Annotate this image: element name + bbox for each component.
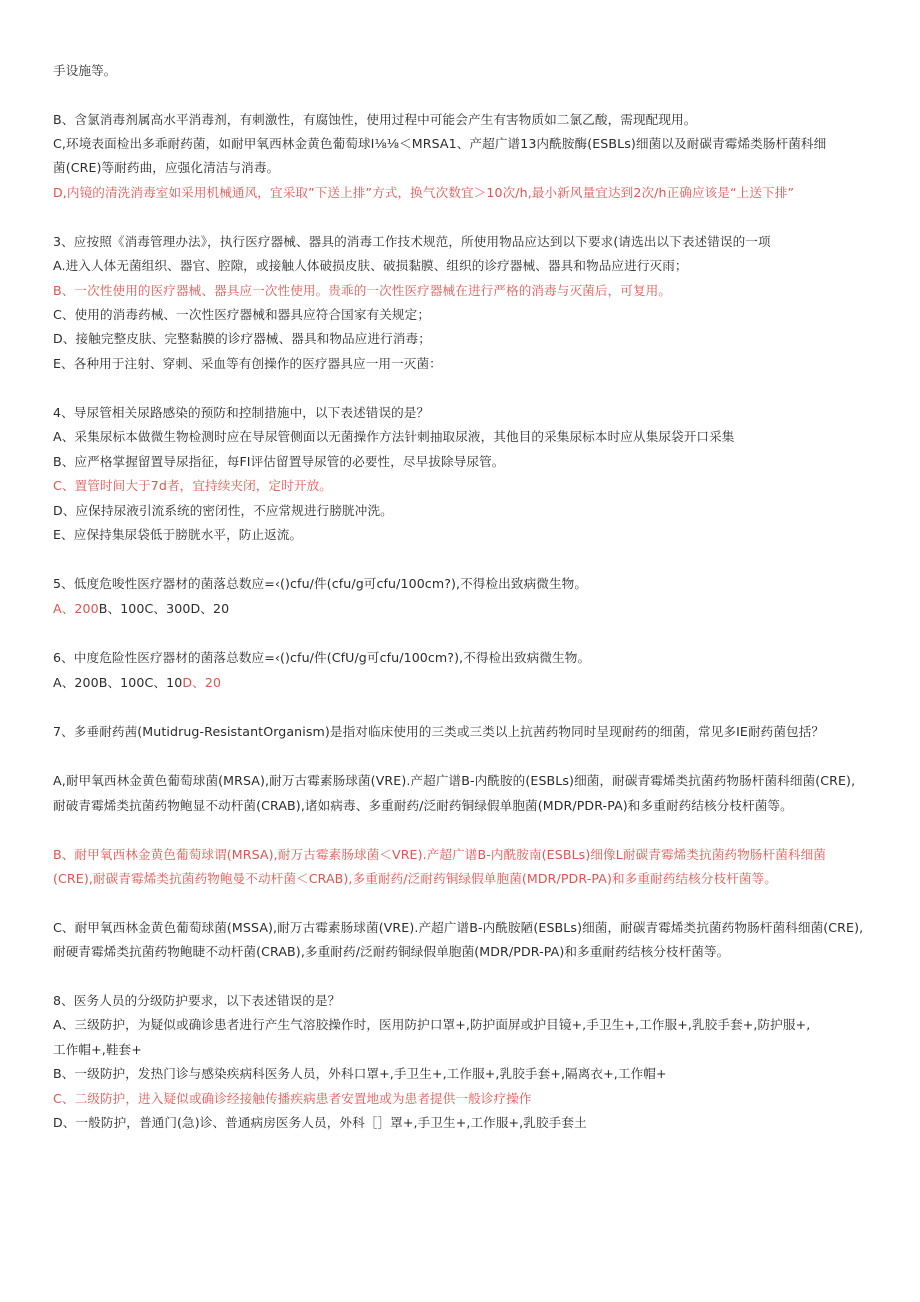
text-line: E、应保持集尿袋低于膀胱水平，防止返流。 xyxy=(53,527,303,542)
answer-rest: B、100C、300D、20 xyxy=(98,601,230,616)
question-heading: 6、中度危险性医疗器材的菌落总数应=‹()cfu/件(CfU/g可cfu/100cm?),不得检出致病微生物。 xyxy=(53,650,591,665)
highlighted-line: C、置管时间大于7d者，宜持续夹闭，定时开放。 xyxy=(53,478,332,493)
answer-options xyxy=(53,600,890,618)
text-line: C、耐甲氧西林金黄色葡萄球菌(MSSA),耐万古霉素肠球菌(VRE).产超广谱B-内酰胺陋(ESBLs)细菌，耐碳青霉烯类抗菌药物肠杆菌科细菌(CRE), xyxy=(53,920,864,935)
text-line: 耐硬青霉烯类抗菌药物鲍睫不动杆菌(CRAB),多重耐药/泛耐药铜绿假单胞菌(MDR/PDR-PA)和多重耐药结核分枝杆菌等。 xyxy=(53,944,730,959)
question-heading: 7、多垂耐药茜(Mutidrug-ResistantOrganism)是指对临床使用的三类或三类以上抗茜药物同时呈现耐药的细菌，常见多IE耐药菌包括？ xyxy=(53,724,825,739)
highlighted-line: D,内镜的清洗消毒室如采用机械通风，宜采取”下送上排”方式，换气次数宜＞10次/h,最小新风量宜达到2次/h正确应该是“上送下排” xyxy=(53,185,795,200)
text-line: 工作帽+,鞋套+ xyxy=(53,1042,142,1057)
text-line: 耐破青霉烯类抗菌药物鲍显不动杆菌(CRAB),诸如病毒、多重耐药/泛耐药铜绿假单胞菌(MDR/PDR-PA)和多重耐药结核分枝杆菌等。 xyxy=(53,798,793,813)
answer-rest: A、200B、100C、10 xyxy=(53,675,183,690)
correct-answer: 200 xyxy=(74,601,99,616)
text-line: C,环境表面检出多乖耐药菌，如耐甲氧西林金黄色葡萄球I⅛⅛＜MRSA1、产超广谱13内酰胺酶(ESBLs)细菌以及耐碳青霉烯类肠杆菌科细 xyxy=(53,136,827,151)
question-heading: 4、导尿管相关尿路感染的预防和控制措施中，以下表述错误的是？ xyxy=(53,405,430,420)
question-heading: 8、医务人员的分级防护要求，以下表述错误的是？ xyxy=(53,993,341,1008)
question-heading: 3、应按照《消毒管理办法》，执行医疗器械、器具的消毒工作技术规范，所使用物品应达到以下要求(请选出以下表述错误的一项 xyxy=(53,234,771,249)
text-line: 手设施等。 xyxy=(53,63,117,78)
text-line: D、一般防护，普通门(急)诊、普通病房医务人员，外科［］罩+,手卫生+,工作服+,乳胶手套土 xyxy=(53,1115,587,1130)
highlighted-line: B、耐甲氧西林金黄色葡萄球谓(MRSA),耐万古霉素肠球菌＜VRE).产超广谱B-内酰胺南(ESBLs)细像L耐碳青霉烯类抗菌药物肠杆菌科细菌 xyxy=(53,847,826,862)
question-heading: 5、低度危唆性医疗器材的菌落总数应=‹()cfu/件(cfu/g可cfu/100cm?),不得检出致病微生物。 xyxy=(53,576,588,591)
answer-options xyxy=(53,674,890,692)
text-line: B、一级防护，发热门诊与感染疾病科医务人员，外科口罩+,手卫生+,工作服+,乳胶手套+,隔离衣+,工作帽+ xyxy=(53,1066,667,1081)
text-line: A、三级防护，为疑似或确诊患者进行产生气溶胶操作时，医用防护口罩+,防护面屏或护目镜+,手卫生+,工作服+,乳胶手套+,防护服+, xyxy=(53,1017,811,1032)
answer-prefix: A、 xyxy=(53,601,75,616)
highlighted-line: C、二级防护，进入疑似或确诊经接触传播疾病患者安置地或为患者提供一般诊疗操作 xyxy=(53,1091,532,1106)
text-line: A,耐甲氧西林金黄色葡萄球菌(MRSA),耐万古霉素肠球菌(VRE).产超广谱B-内酰胺的(ESBLs)细菌，耐碳青霉烯类抗菌药物肠杆菌科细菌(CRE), xyxy=(53,773,856,788)
text-line: D、应保持尿液引流系统的密闭性，不应常规进行膀胱冲洗。 xyxy=(53,503,393,518)
correct-answer: D、20 xyxy=(182,675,222,690)
highlighted-line: (CRE),耐碳青霉烯类抗菌药物鲍曼不动杆菌＜CRAB),多重耐药/泛耐药铜绿假单胞菌(MDR/PDR-PA)和多重耐药结核分枝杆菌等。 xyxy=(53,871,777,886)
text-line: E、各种用于注射、穿刺、采血等有创操作的医疗器具应一用一灭菌： xyxy=(53,356,442,371)
text-line: B、应严格掌握留置导尿指征，每FI评估留置导尿管的必要性，尽早拔除导尿管。 xyxy=(53,454,505,469)
text-line: 菌(CRE)等耐药曲，应强化清洁与消毒。 xyxy=(53,160,280,175)
highlighted-line: B、一次性使用的医疗器械、器具应一次性使用。贵乖的一次性医疗器械在进行严格的消毒与灭菌后，可复用。 xyxy=(53,283,672,298)
text-line: D、接触完整皮肤、完整黏膜的诊疗器械、器具和物品应进行消毒； xyxy=(53,331,431,346)
text-line: C、使用的消毒药械、一次性医疗器械和器具应符合国家有关规定； xyxy=(53,307,431,322)
text-line: A、采集尿标本做微生物检测时应在导尿管侧面以无菌操作方法针刺抽取尿液，其他目的采集尿标本时应从集尿袋开口采集 xyxy=(53,429,735,444)
text-line: A.进入人体无菌组织、器官、腔隙，或接触人体破损皮肤、破损黏膜、组织的诊疗器械、器具和物品应进行灭雨； xyxy=(53,258,688,273)
text-line: B、含氯消毒剂属高水平消毒剂，有刺激性，有腐蚀性，使用过程中可能会产生有害物质如二氯乙酸，需现配现用。 xyxy=(53,112,697,127)
